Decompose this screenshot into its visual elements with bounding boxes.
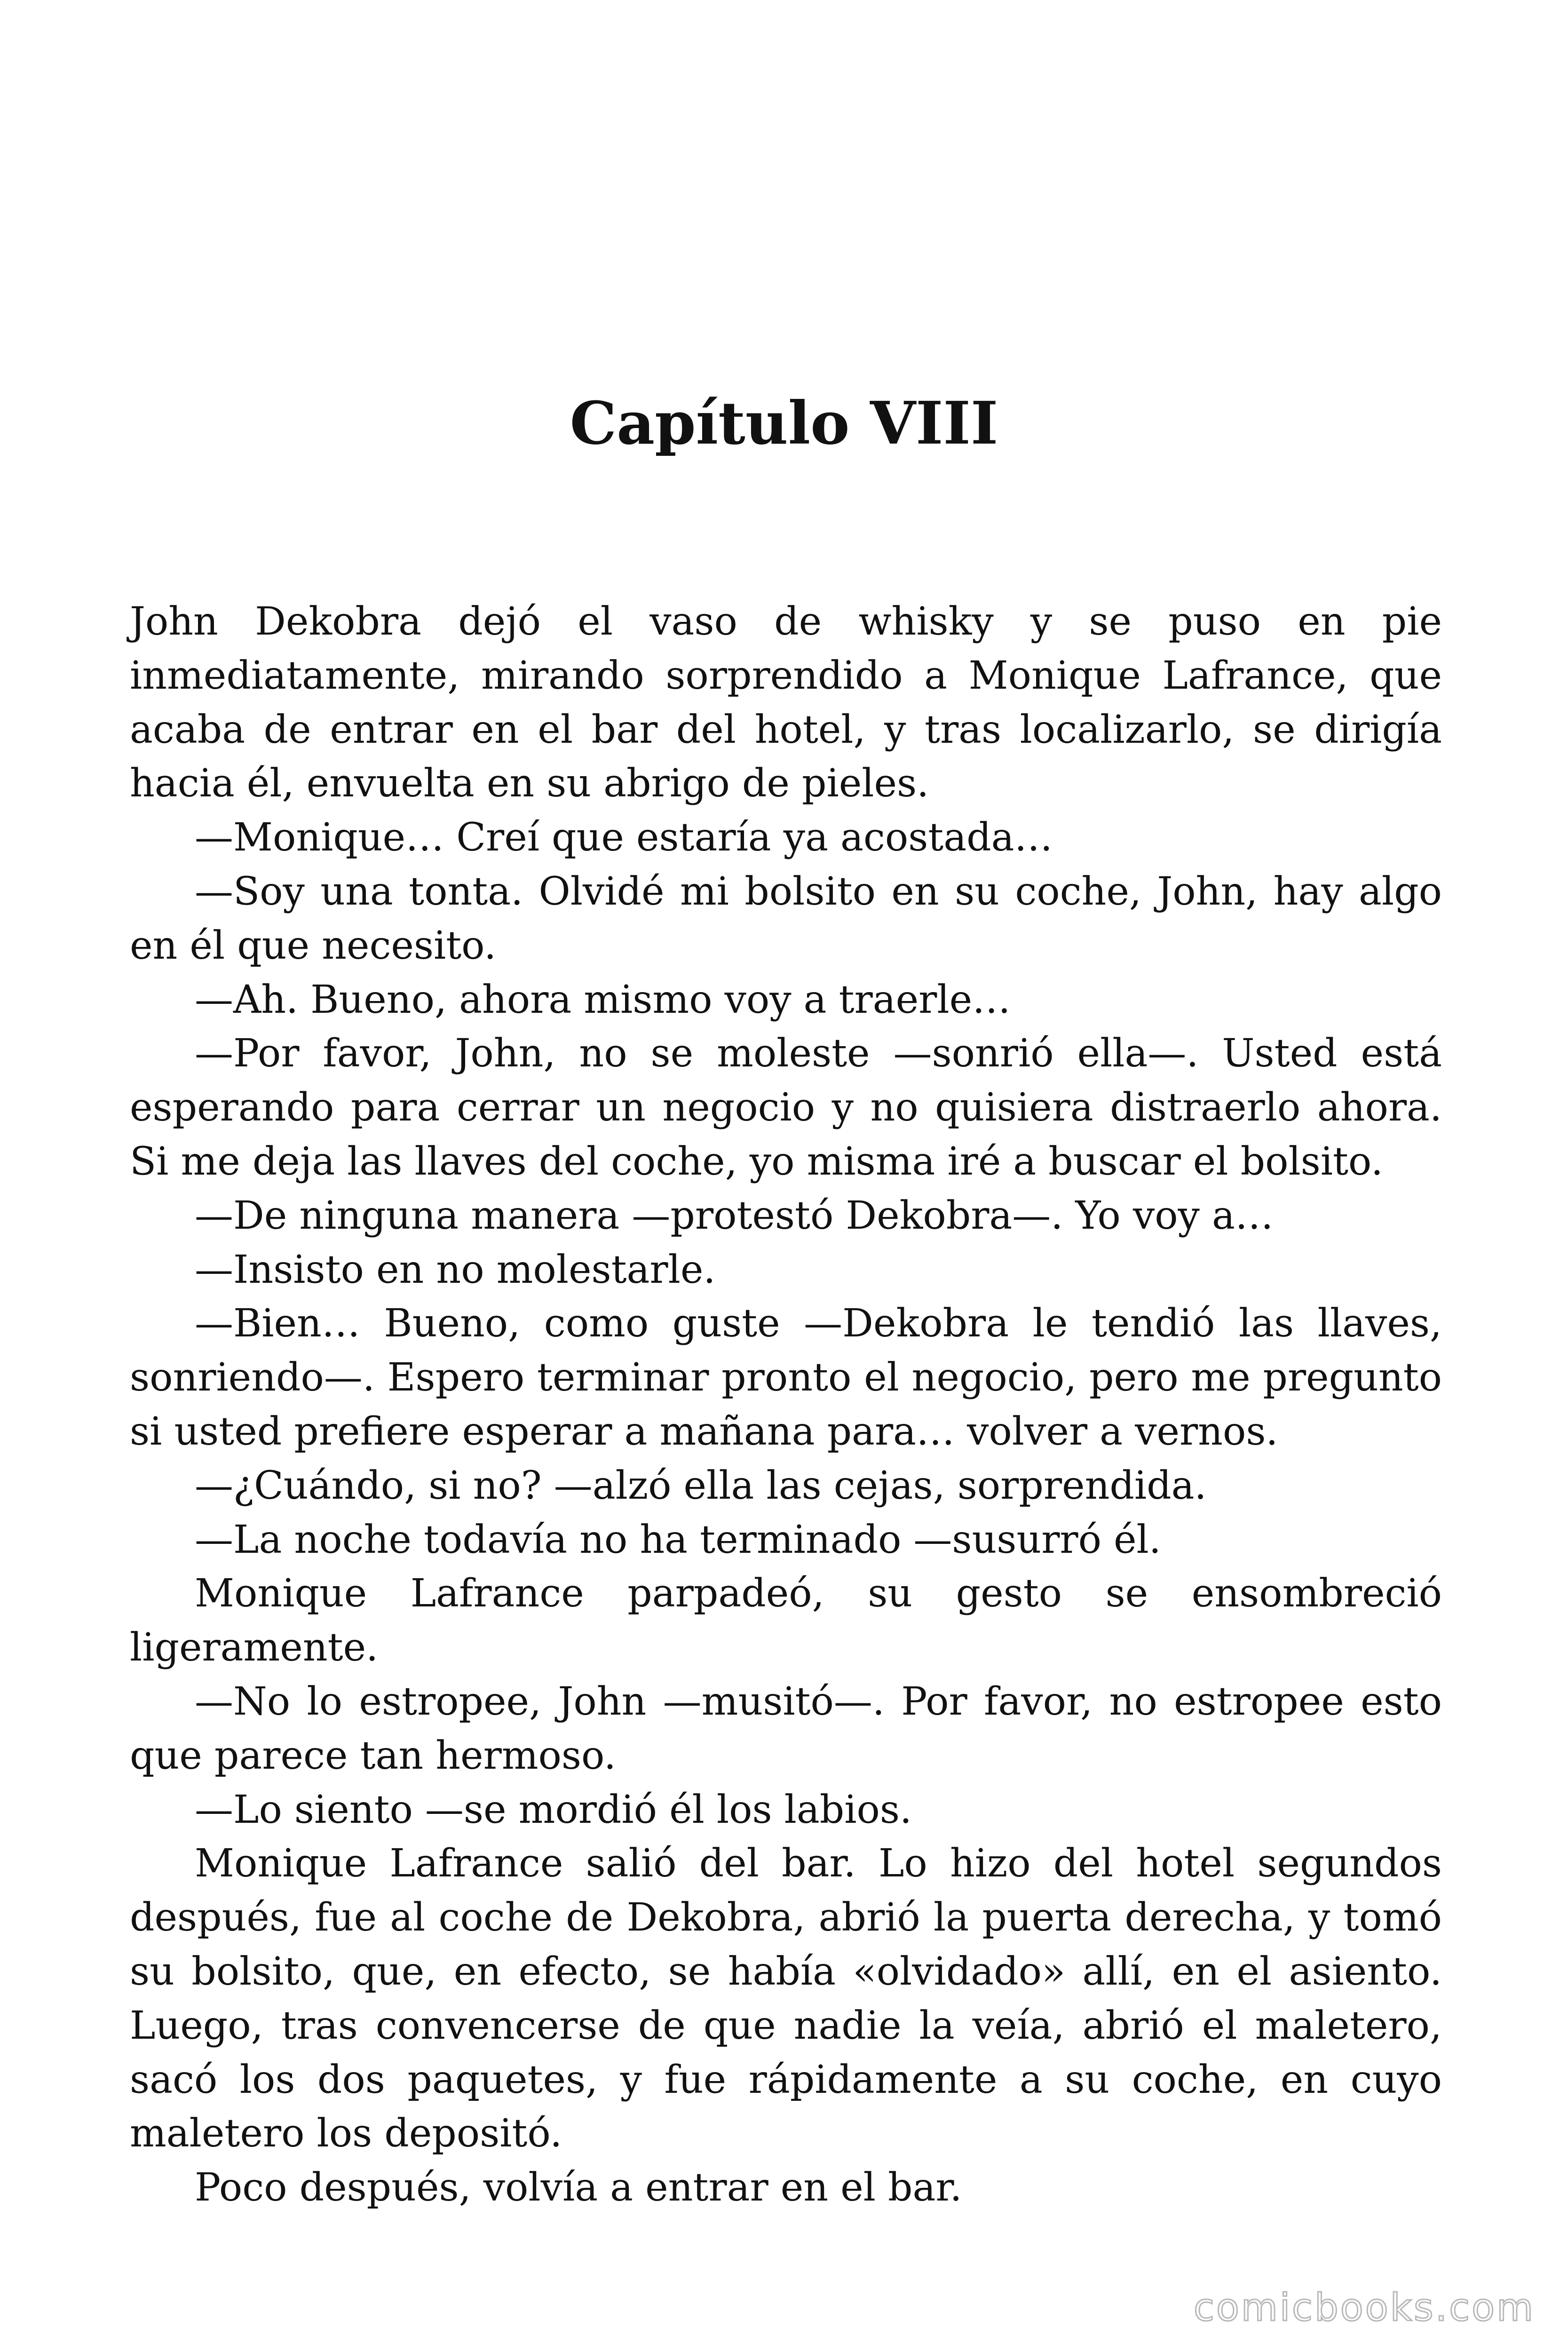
- paragraph: —Soy una tonta. Olvidé mi bolsito en su coche, John, hay algo en él que necesito.: [130, 869, 1442, 968]
- paragraph: —Bien… Bueno, como guste —Dekobra le tendió las llaves, sonriendo—. Espero terminar pronto el negocio, pero me pregunto si usted prefiere esperar a mañana para… volver a vernos.: [130, 1301, 1442, 1454]
- paragraph: Monique Lafrance salió del bar. Lo hizo del hotel segundos después, fue al coche de Dekobra, abrió la puerta derecha, y tomó su bolsito, que, en efecto, se había «olvidado» allí, en el asiento. Luego, tras convencerse de que nadie la veía, abrió el maletero, sacó los dos paquetes, y fue rápidamente a su coche, en cuyo maletero los depositó.: [130, 1841, 1442, 2156]
- paragraph: —No lo estropee, John —musitó—. Por favor, no estropee esto que parece tan hermoso.: [130, 1679, 1442, 1778]
- paragraph: —Monique… Creí que estaría ya acostada…: [195, 815, 1053, 860]
- chapter-body: [130, 595, 1442, 2215]
- chapter-title: Capítulo VIII: [570, 389, 998, 458]
- paragraph: —¿Cuándo, si no? —alzó ella las cejas, sorprendida.: [195, 1463, 1207, 1508]
- paragraph: —Insisto en no molestarle.: [195, 1247, 716, 1292]
- paragraph: —Ah. Bueno, ahora mismo voy a traerle…: [195, 977, 1011, 1022]
- watermark: comicbooks.com: [1193, 2286, 1535, 2329]
- paragraph: —De ninguna manera —protestó Dekobra—. Yo voy a…: [195, 1193, 1274, 1238]
- paragraph: John Dekobra dejó el vaso de whisky y se puso en pie inmediatamente, mirando sorprendido a Monique Lafrance, que acaba de entrar en el bar del hotel, y tras localizarlo, se dirigía hacia él, envuelta en su abrigo de pieles.: [130, 599, 1442, 806]
- paragraph: Monique Lafrance parpadeó, su gesto se ensombreció ligeramente.: [130, 1571, 1442, 1670]
- paragraph: —Por favor, John, no se moleste —sonrió ella—. Usted está esperando para cerrar un negocio y no quisiera distraerlo ahora. Si me deja las llaves del coche, yo misma iré a buscar el bolsito.: [130, 1031, 1442, 1184]
- paragraph: Poco después, volvía a entrar en el bar.: [195, 2165, 962, 2210]
- paragraph: —Lo siento —se mordió él los labios.: [195, 1787, 912, 1832]
- paragraph: —La noche todavía no ha terminado —susurró él.: [195, 1517, 1161, 1562]
